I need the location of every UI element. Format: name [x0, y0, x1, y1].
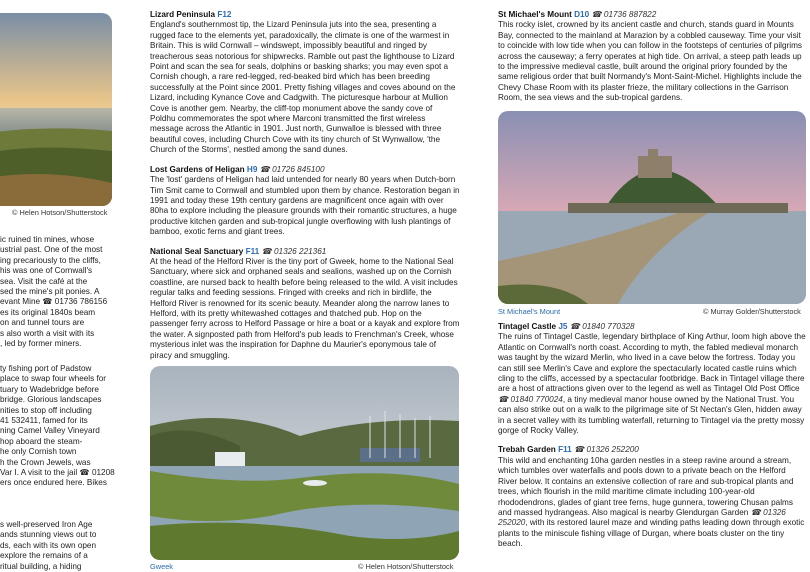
fragment-line: hop aboard the steam-: [0, 436, 83, 446]
entry-text: , with its restored laurel maze and winding paths leading down through exotic plants to the miniscule fishing village of Durgan, where boats cluster on the tiny beach.: [498, 518, 805, 549]
phone-number: ☎ 01840 770328: [569, 322, 635, 331]
phone-number: ☎ 01326 252200: [574, 445, 639, 455]
entry-text: England's southernmost tip, the Lizard Peninsula juts into the sea, presenting a rugged face to the elements yet, paradoxically, the climate is one of the warmest in Britain. This is wild Cornwall – windswept, impossibly beautiful and ringed by treacherous seas notorious for shipwrecks. Ramble out past the lighthouse to Lizard Point and scan the sea for seals, dolphins or basking sharks; you may even spot a Cornish chough, a rare red-legged, red-beaked bird which has been breeding successfully at the Point since 2001. Pretty fishing villages and coves abound on the Lizard, including Kynance Cove and Cadgwith. The picturesque harbour at Mullion Cove is another gem. Nearby, the cliff-top monument above the sandy cove of Poldhu commemorates the spot where Marconi transmitted the first wireless message across the Atlantic in 1901. Just north, Gunwalloe is blessed with three beautiful coves, including Church Cove with its tiny church of St Wynwallow, 'the Church of the Storms', nestled among the sand dunes.: [150, 20, 456, 155]
right-column-top: [498, 10, 806, 113]
photo-caption: St Michael's Mount: [498, 307, 561, 316]
fragment-line: nities to stop off including: [0, 405, 92, 415]
fragment-line: explore the remains of a: [0, 551, 88, 561]
grid-reference: H9: [246, 164, 258, 174]
grid-reference: F12: [217, 10, 232, 19]
fragment-line: ds, each with its own open: [0, 540, 97, 550]
fragment-line: bridge. Glorious landscapes: [0, 395, 102, 405]
entry-text: This wild and enchanting 10ha garden nestles in a steep ravine around a stream, which tumbles over waterfalls and pools down to a private beach on the Helford River below. It contains an extensive collection of rare and sub-tropical plants and trees, which flourish in the mild maritime climate including 100-year-old rhododendrons, glades of giant tree ferns, huge gunnera, towering Chusan palms and massed hydrangeas. Also magical is nearby Glendurgan Garden: [498, 455, 794, 517]
phone-number: ☎ 01326 221361: [261, 246, 327, 256]
st-michaels-mount-photo: [498, 111, 806, 304]
entry-text: , a tiny medieval manor house owned by the National Trust. You can also strike out on a walk to the pilgrimage site of St Nectan's Glen, hidden away in a secret valley with its tumbling waterfall, returning to Tintagel via the pretty mossy gorge of Rocky Valley.: [498, 394, 805, 436]
fragment-line: , led by former miners.: [0, 339, 82, 349]
fragment-line: ic ruined tin mines, whose: [0, 235, 95, 244]
entry-lizard-peninsula: [150, 10, 460, 156]
phone-number: ☎ 01736 887822: [591, 10, 657, 19]
entry-text: At the head of the Helford River is the tiny port of Gweek, home to the National Seal Sanctuary, where sick and orphaned seals and sealions, washed up on the Cornish coastline, are nursed back to health before being released to the wild. A visit includes regular talks and feeding sessions. Fringed with creeks and rich in birdlife, the Helford River is renowned for its scenic beauty. Meander along the narrow lanes to Helford, with its pretty whitewashed cottages and thatched pub. Hop on the passenger ferry across to Helford Passage or hire a boat or a kayak and explore from the water. A signposted path from Helford's pub leads to Frenchman's Creek, whose mysterious inlet was the inspiration for Daphne du Maurier's eponymous tale of piracy and smuggling.: [150, 256, 460, 360]
fragment-line: ands stunning views out to: [0, 530, 97, 540]
entry-title: Lizard Peninsula: [150, 10, 216, 19]
entry-text: The ruins of Tintagel Castle, legendary birthplace of King Arthur, loom high above the Atlantic on Cornwall's north coast. According to myth, the fabled medieval monarch was taught by the wizard Merlin, who lived in a cave below the fortress. Today you can still see Merlin's Cave and explore the spectacularly located castle ruins which cling to the cliffs, accessed by a spectacular footbridge. Back in Tintagel village there are a host of attractions given over to the legend as well as Tintagel Old Post Office: [498, 332, 806, 394]
fragment-line: he only Cornish town: [0, 447, 77, 457]
middle-column: [150, 10, 460, 370]
entry-st-michaels-mount: [498, 10, 806, 104]
fragment-line: 41 532411, famed for its: [0, 416, 88, 426]
fragment-line: s well-preserved Iron Age: [0, 520, 93, 529]
entry-title: National Seal Sanctuary: [150, 246, 244, 256]
grid-reference: F11: [245, 246, 260, 256]
fragment-line: ers once endured here. Bikes: [0, 478, 107, 488]
fragment-line: his was one of Cornwall's: [0, 266, 93, 276]
fragment-line: ty fishing port of Padstow: [0, 364, 92, 373]
entry-text: This rocky islet, crowned by its ancient castle and church, stands guard in Mounts Bay, connected to the mainland at Marazion by a cobbled causeway. Time your visit to coincide with low tide when you can follow in the footsteps of centuries of pilgrims across the causeway; a ferry operates at high tide. On arrival, a steep path leads up to the impressive medieval castle, built around the original priory founded by the same religious order that built Normandy's Mont-Saint-Michel. Highlights include the Chevy Chase Room with its plaster frieze, the military collections in the Garrison Room, the sea views and the sub-tropical gardens.: [498, 20, 803, 103]
fragment-line: h the Crown Jewels, was: [0, 457, 91, 467]
grid-reference: J5: [558, 322, 568, 331]
gweek-photo: [150, 366, 459, 560]
fragment-line: tuary to Wadebridge before: [0, 384, 99, 394]
fragment-line: on and tunnel tours are: [0, 318, 85, 328]
lizard-landscape-photo: [0, 13, 112, 206]
fragment-line: Var I. A visit to the jail ☎ 01208: [0, 468, 115, 478]
right-column-bottom: [498, 322, 806, 559]
entry-text: The 'lost' gardens of Heligan had laid untended for nearly 80 years when Dutch-born Tim Smit came to Cornwall and stumbled upon them by chance. Restoration began in 1991 and today these 19th century gardens are magnificent once again with over 80ha to explore including the pleasure grounds with their romantic structures, a huge productive kitchen garden and sub-tropical jungle overflowing with lush plantings of bamboo, exotic ferns and giant trees.: [150, 175, 460, 237]
entry-title: Trebah Garden: [498, 445, 556, 455]
entry-title: St Michael's Mount: [498, 10, 572, 19]
entry-lost-gardens-of-heligan: [150, 165, 460, 238]
grid-reference: F11: [558, 445, 572, 455]
entry-national-seal-sanctuary: [150, 247, 460, 361]
entry-trebah-garden: [498, 445, 806, 549]
entry-title: Lost Gardens of Heligan: [150, 164, 245, 174]
fragment-line: sed the mine's pit ponies. A: [0, 287, 100, 297]
entry-tintagel-castle: [498, 322, 806, 436]
fragment-line: place to swap four wheels for: [0, 374, 107, 384]
phone-number: ☎ 01326 252020: [498, 507, 786, 528]
fragment-line: s also worth a visit with its: [0, 328, 95, 338]
fragment-line: ing precariously to the cliffs,: [0, 255, 101, 265]
photo-caption: Gweek: [150, 562, 174, 571]
entry-title: Tintagel Castle: [498, 322, 557, 331]
left-column-fragment: [0, 520, 118, 572]
fragment-line: ustrial past. One of the most: [0, 245, 103, 255]
fragment-line: evant Mine ☎ 01736 786156: [0, 297, 108, 307]
photo-credit: © Murray Golder/Shutterstock: [703, 307, 801, 316]
fragment-line: ning Camel Valley Vineyard: [0, 426, 100, 436]
fragment-line: ritual building, a hiding: [0, 561, 82, 571]
phone-number: ☎ 01726 845100: [259, 164, 325, 174]
photo-credit: © Helen Hotson/Shutterstock: [12, 208, 108, 217]
phone-number: ☎ 01840 770024: [498, 394, 563, 404]
left-column-fragment: [0, 364, 118, 489]
grid-reference: D10: [574, 10, 590, 19]
left-column-fragment: [0, 235, 118, 349]
photo-credit: © Helen Hotson/Shutterstock: [358, 562, 454, 571]
fragment-line: sea. Visit the café at the: [0, 276, 88, 286]
fragment-line: es its original 1840s beam: [0, 307, 96, 317]
